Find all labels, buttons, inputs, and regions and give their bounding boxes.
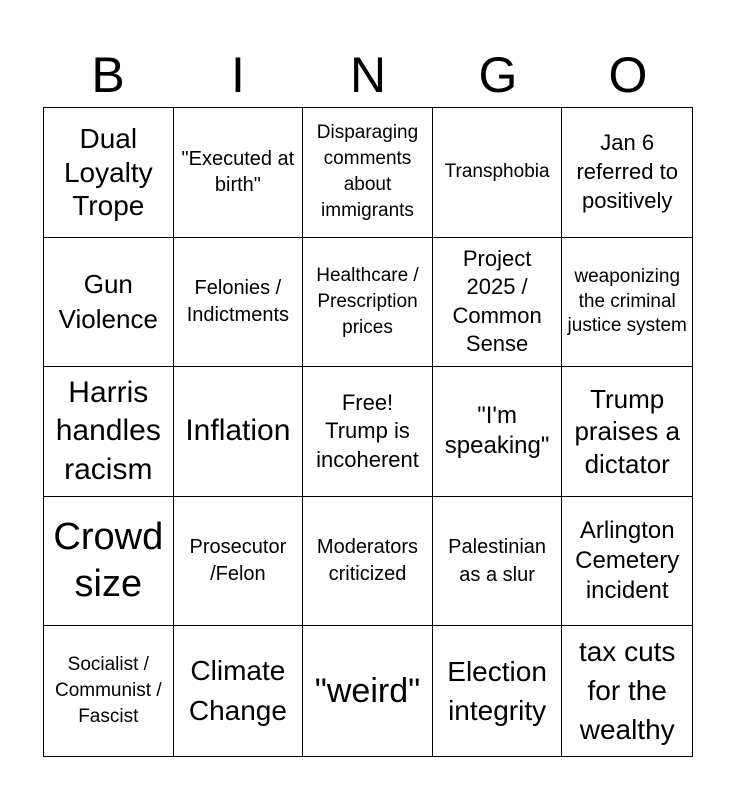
bingo-cell-i5[interactable]: Climate Change (174, 626, 304, 756)
bingo-cell-g4[interactable]: Palestinian as a slur (433, 497, 563, 627)
bingo-cell-i1[interactable]: "Executed at birth" (174, 108, 304, 238)
bingo-cell-b5[interactable]: Socialist / Communist / Fascist (44, 626, 174, 756)
header-letter-n: N (349, 47, 387, 103)
bingo-cell-b1[interactable]: Dual Loyalty Trope (44, 108, 174, 238)
header-letter-g: G (478, 47, 518, 103)
bingo-cell-n1[interactable]: Disparaging comments about immigrants (303, 108, 433, 238)
bingo-cell-i4[interactable]: Prosecutor /Felon (174, 497, 304, 627)
bingo-cell-o5[interactable]: tax cuts for the wealthy (578, 636, 676, 745)
bingo-cell-n2[interactable]: Healthcare / Prescription prices (303, 238, 433, 368)
header-letter-b: B (91, 47, 125, 103)
bingo-cell-n3[interactable]: Free! Trump is incoherent (303, 367, 433, 497)
bingo-cell-o3[interactable]: Trump praises a dictator (562, 367, 692, 497)
bingo-cell-g5[interactable]: Election integrity (433, 626, 563, 756)
bingo-cell-i3[interactable]: Inflation (174, 367, 304, 497)
bingo-cell-n4[interactable]: Moderators criticized (303, 497, 433, 627)
bingo-cell-g2[interactable]: Project 2025 / Common Sense (433, 238, 563, 368)
bingo-cell-i2[interactable]: Felonies / Indictments (174, 238, 304, 368)
bingo-cell-b4[interactable]: Crowd size (44, 497, 174, 627)
bingo-board (43, 107, 693, 757)
bingo-header (43, 44, 693, 106)
bingo-cell-n5[interactable]: "weird" (303, 626, 433, 756)
bingo-cell-o2[interactable]: weaponizing the criminal justice system (562, 238, 692, 368)
header-letter-i: I (231, 47, 245, 103)
header-letter-o: O (608, 47, 648, 103)
bingo-cell-b3[interactable]: Harris handles racism (44, 367, 174, 497)
bingo-cell-o1[interactable]: Jan 6 referred to positively (562, 108, 692, 238)
bingo-cell-o4[interactable]: Arlington Cemetery incident (562, 497, 692, 627)
bingo-cell-b2[interactable]: Gun Violence (44, 238, 174, 368)
bingo-cell-g3[interactable]: "I'm speaking" (433, 367, 563, 497)
bingo-cell-g1[interactable]: Transphobia (433, 108, 563, 238)
